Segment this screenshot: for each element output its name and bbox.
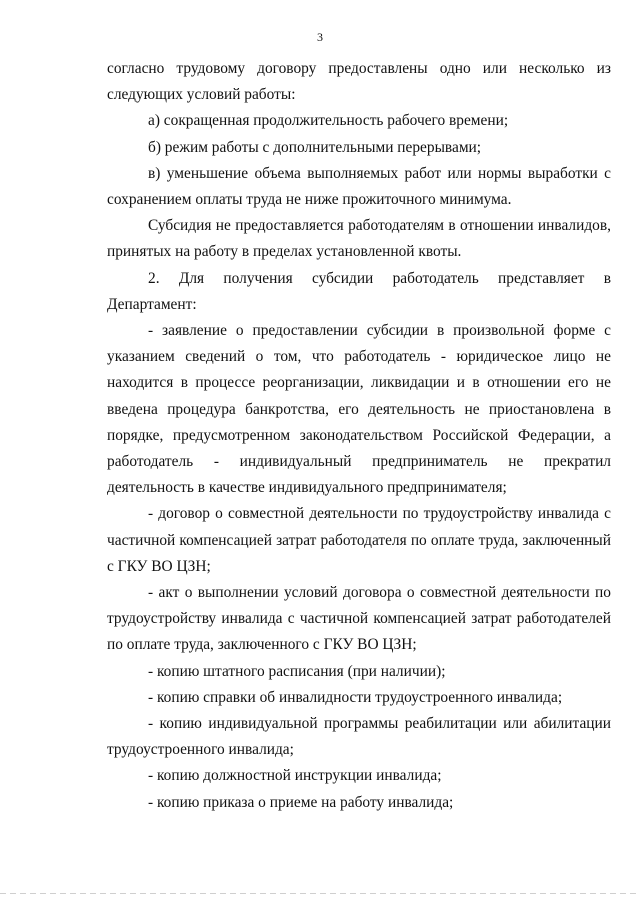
document-item-rehabilitation-program: - копию индивидуальной программы реабилитации или абилитации трудоустроенного инвалида; <box>107 715 611 759</box>
document-item-disability-certificate: - копию справки об инвалидности трудоустроенного инвалида; <box>148 688 563 706</box>
document-item-act: - акт о выполнении условий договора о совместной деятельности по трудоустройству инвалида с частичной компенсацией затрат работодателей по оплате труда, заключенного с ГКУ ВО ЦЗН; <box>107 584 611 654</box>
paragraph-quota: Субсидия не предоставляется работодателям в отношении инвалидов, принятых на работу в пределах установленной квоты. <box>107 217 611 261</box>
paragraph-section-2: 2. Для получения субсидии работодатель представляет в Департамент: <box>107 269 611 313</box>
document-item-job-description: - копию должностной инструкции инвалида; <box>148 767 442 785</box>
document-item-agreement: - договор о совместной деятельности по трудоустройству инвалида с частичной компенсацией затрат работодателя по оплате труда, заключенный с ГКУ ВО ЦЗН; <box>107 505 611 575</box>
condition-item-c: в) уменьшение объема выполняемых работ или нормы выработки с сохранением оплаты труда не ниже прожиточного минимума. <box>107 164 611 209</box>
paragraph-continuation: согласно трудовому договору предоставлены одно или несколько из следующих условий работы: <box>107 60 611 104</box>
document-item-application: - заявление о предоставлении субсидии в произвольной форме с указанием сведений о том, что работодатель - юридическое лицо не находится в процессе реорганизации, ликвидации и в отношении его не введена процедура банкротства, его деятельность не приостановлена в порядке, предусмотренном законодательством Российской Федерации, а работодатель - индивидуальный предприниматель не прекратил деятельность в качестве индивидуального предпринимателя; <box>107 322 611 497</box>
document-item-staff-schedule: - копию штатного расписания (при наличии); <box>148 662 446 680</box>
document-item-hiring-order: - копию приказа о приеме на работу инвалида; <box>148 793 454 811</box>
page-number: 3 <box>317 30 323 44</box>
condition-item-b: б) режим работы с дополнительными перерывами; <box>148 138 482 156</box>
scan-edge-line <box>0 893 640 894</box>
document-body <box>107 56 611 816</box>
condition-item-a: а) сокращенная продолжительность рабочего времени; <box>148 112 509 130</box>
